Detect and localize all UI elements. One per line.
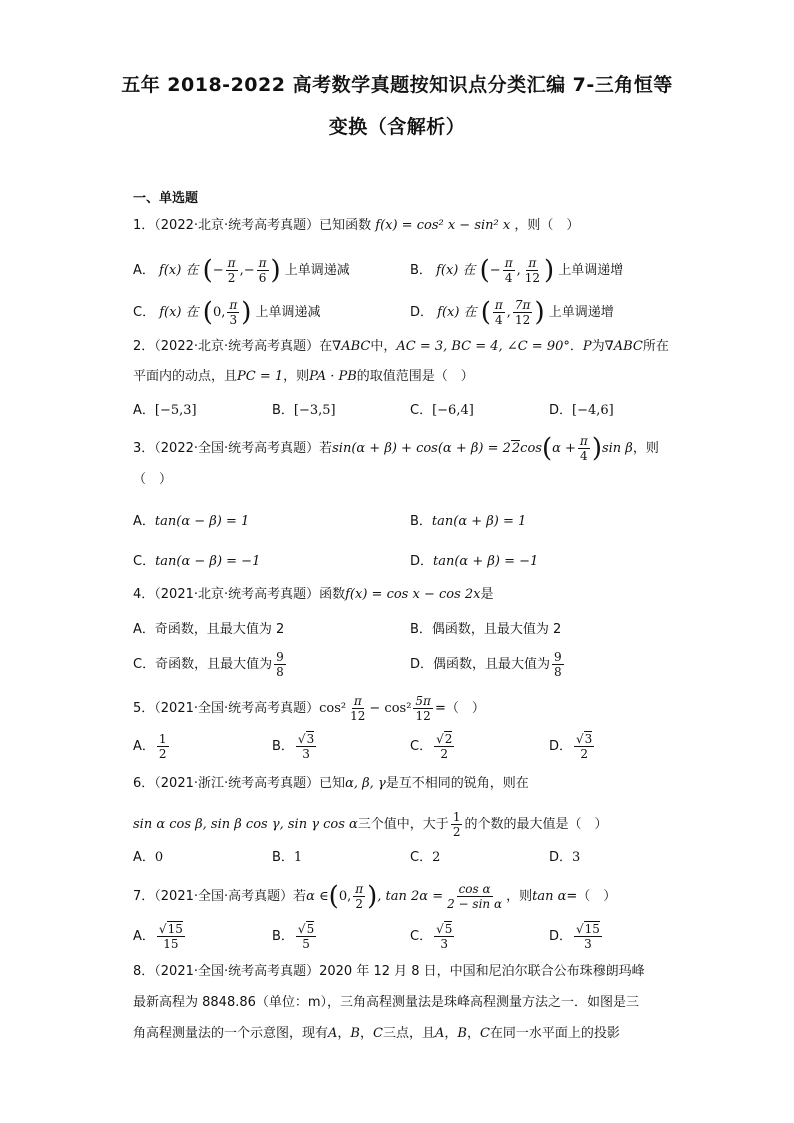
option-prefix: f(x) 在 (159, 305, 199, 320)
option-prefix: f(x) 在 (159, 263, 199, 278)
q3-option-a: A．tan(α − β) = 1 (133, 514, 250, 529)
q3-option-d: D．tan(α + β) = −1 (410, 554, 539, 569)
q2-line2: 平面内的动点，且PC = 1，则PA · PB的取值范围是（ ） (133, 369, 474, 384)
q2-option-c: C．[−6,4] (410, 403, 474, 418)
q1-stem (133, 216, 579, 236)
q7-option-a: A． $\frac{√15}{15}$ (133, 922, 183, 951)
q4-stem: 4．（2021·北京·统考高考真题）函数f(x) = cos x − cos 2x是 (133, 587, 494, 602)
q2-option-d: D．[−4,6] (549, 403, 614, 418)
q8-line2: 最新高程为 8848.86（单位：m），三角高程测量法是珠峰高程测量方法之一．如图是三 (133, 995, 640, 1010)
q6-option-d: D．3 (549, 850, 581, 865)
q1-option-d: D． f(x) 在 ( $\frac{\pi}{4}$ , $\frac{7\pi}{12}$ ) 上单调递增 (410, 297, 614, 328)
q6-option-b: B．1 (272, 850, 303, 865)
option-label: B． (410, 263, 432, 278)
q2-option-a: A．[−5,3] (133, 403, 197, 418)
q3-paren: （ ） (133, 472, 173, 487)
option-label: A． (133, 263, 155, 278)
q2-option-b: B．[−3,5] (272, 403, 336, 418)
q6-line2: sin α cos β, sin β cos γ, sin γ cos α三个值中，大于 $\frac{1}{2}$ 的个数的最大值是（ ） (133, 810, 608, 839)
option-text: 上单调递减 (255, 305, 321, 320)
q3-option-c: C．tan(α − β) = −1 (133, 554, 261, 569)
q4-option-d: D．偶函数，且最大值为 $\frac{9}{8}$ (410, 650, 562, 679)
q5-option-a: A． $\frac{1}{2}$ (133, 732, 167, 761)
q5-option-b: B． $\frac{√3}{3}$ (272, 732, 315, 761)
q5-option-c: C． $\frac{√2}{2}$ (410, 732, 453, 761)
q1-stem-text: 1．（2022·北京·统考高考真题）已知函数 (133, 218, 372, 233)
q4-option-c: C．奇函数，且最大值为 $\frac{9}{8}$ (133, 650, 284, 679)
section-heading: 一、单选题 (133, 191, 199, 206)
option-prefix: f(x) 在 (436, 263, 476, 278)
q1-tail: ，则（ ） (514, 218, 580, 233)
q8-line3: 角高程测量法的一个示意图，现有A，B，C三点，且A，B，C在同一水平面上的投影 (133, 1026, 620, 1041)
q6-option-a: A．0 (133, 850, 164, 865)
q1-func: f(x) = cos² x − sin² x (375, 218, 511, 233)
q1-option-a: A． f(x) 在 (− $\frac{\pi}{2}$ ,− $\frac{\pi}{6}$ ) 上单调递减 (133, 255, 350, 286)
option-label: D． (410, 305, 434, 320)
q3-option-b: B．tan(α + β) = 1 (410, 514, 527, 529)
q1-option-b: B． f(x) 在 (− $\frac{\pi}{4}$ , $\frac{\pi}{12}$ ) 上单调递增 (410, 255, 624, 286)
q7-option-b: B． $\frac{√5}{5}$ (272, 922, 315, 951)
q3-stem: 3．（2022·全国·统考高考真题）若sin(α + β) + cos(α + β) = 22cos(α + $\frac{\pi}{4}$ )sin β，则 (133, 433, 659, 464)
doc-title-line1: 五年 2018-2022 高考数学真题按知识点分类汇编 7-三角恒等 (121, 74, 673, 96)
q1-option-c: C． f(x) 在 (0, $\frac{\pi}{3}$ ) 上单调递减 (133, 297, 321, 328)
q8-line1: 8．（2021·全国·统考高考真题）2020 年 12 月 8 日，中国和尼泊尔联合公布珠穆朗玛峰 (133, 964, 645, 979)
q4-option-a: A．奇函数，且最大值为 2 (133, 622, 285, 637)
doc-title-line2: 变换（含解析） (328, 116, 466, 138)
q2-line1: 2．（2022·北京·统考高考真题）在∇ABC中，AC = 3, BC = 4, ∠C = 90°．P为∇ABC所在 (133, 339, 669, 354)
q7-option-c: C． $\frac{√5}{3}$ (410, 922, 453, 951)
option-text: 上单调递减 (284, 263, 350, 278)
q6-line1: 6．（2021·浙江·统考高考真题）已知α, β, γ是互不相同的锐角，则在 (133, 776, 529, 791)
option-label: C． (133, 305, 156, 320)
option-text: 上单调递增 (548, 305, 614, 320)
q7-stem: 7．（2021·全国·高考真题）若α ∈(0, $\frac{\pi}{2}$ ), tan 2α = $\frac{\text{cos α}}{\text{2 − sin α}}$ ，则tan α=（ ） (133, 881, 617, 912)
q4-option-b: B．偶函数，且最大值为 2 (410, 622, 562, 637)
q5-option-d: D． $\frac{√3}{2}$ (549, 732, 593, 761)
q5-stem: 5．（2021·全国·统考高考真题）cos² $\frac{\pi}{12}$ − cos² $\frac{5\pi}{12}$ =（ ） (133, 694, 485, 723)
option-text: 上单调递增 (558, 263, 624, 278)
q6-option-c: C．2 (410, 850, 441, 865)
option-prefix: f(x) 在 (437, 305, 477, 320)
q7-option-d: D． $\frac{√15}{3}$ (549, 922, 600, 951)
